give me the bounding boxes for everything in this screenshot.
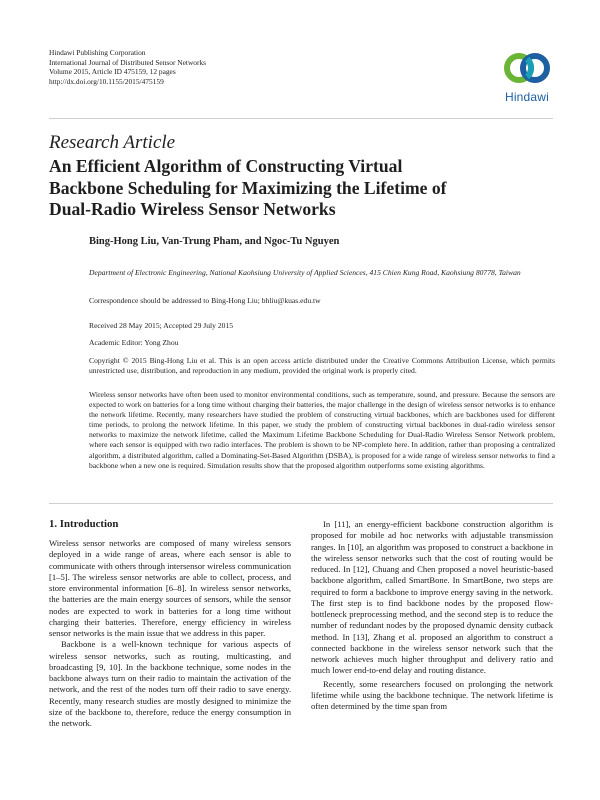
received-accepted-dates: Received 28 May 2015; Accepted 29 July 2015 bbox=[89, 321, 234, 330]
hindawi-logo-text: Hindawi bbox=[504, 90, 550, 104]
paragraph: Backbone is a well-known technique for various aspects of wireless sensor networks, such as routing, multicasting, and broadcasting [9, 10]. In the backbone technique, some nodes in the backbone always turn on their radio to maintain the activation of the network, and the rest of the nodes turn off their radio to save energy. Recently, many research studies are mostly designed to minimize the size of the backbone to, therefore, reduce the energy consumption in the network. bbox=[49, 639, 291, 728]
correspondence-note: Correspondence should be addressed to Bing-Hong Liu; bhliu@kuas.edu.tw bbox=[89, 296, 321, 305]
article-title: An Efficient Algorithm of Constructing Virtual Backbone Scheduling for Maximizing the Lifetime of Dual-Radio Wireless Sensor Networks bbox=[49, 156, 447, 219]
volume-info: Volume 2015, Article ID 475159, 12 pages bbox=[49, 67, 176, 77]
paragraph: Wireless sensor networks are composed of many wireless sensors deployed in a wide range of areas, where each sensor is able to communicate with others through intersensor wireless communication [1–5]. The wireless sensor networks are able to collect, process, and store environmental information [6–8]. In wireless sensor networks, the batteries are the main energy sources of sensors, while the sensor nodes are expected to work in batteries for a long time without charging their batteries. Therefore, energy efficiency in wireless sensor networks is the main issue that we address in this paper. bbox=[49, 538, 291, 638]
body-column-left bbox=[49, 538, 291, 729]
author-affiliation: Department of Electronic Engineering, National Kaohsiung University of Applied Sciences, 415 Chien Kung Road, Kaohsiung 80778, Taiwan bbox=[89, 268, 521, 277]
copyright-notice: Copyright © 2015 Bing-Hong Liu et al. This is an open access article distributed under the Creative Commons Attribution License, which permits unrestricted use, distribution, and reproduction in any medium, provided the original work is properly cited. bbox=[89, 356, 555, 376]
author-list: Bing-Hong Liu, Van-Trung Pham, and Ngoc-Tu Nguyen bbox=[89, 236, 340, 247]
journal-header bbox=[49, 48, 206, 86]
journal-name: International Journal of Distributed Sensor Networks bbox=[49, 57, 207, 67]
header-divider bbox=[49, 118, 553, 119]
paragraph: In [11], an energy-efficient backbone construction algorithm is proposed for mobile ad hoc networks with adjustable transmission ranges. In [10], an algorithm was proposed to construct a backbone in the wireless sensor networks such that the cost of routing would be reduced. In [12], Chuang and Chen proposed a novel heuristic-based backbone algorithm, called SmartBone. In SmartBone, two steps are required to form a backbone to improve energy saving in the network. The first step is to find backbone nodes by the proposed flow-bottleneck preprocessing method, and the second step is to reduce the number of redundant nodes by the proposed dynamic density cutback method. In [13], Zhang et al. proposed an algorithm to construct a connected backbone in the wireless sensor network such that the network achieves much higher throughput and delivery ratio and much lower end-to-end delay and routing distance. bbox=[311, 519, 553, 676]
academic-editor: Academic Editor: Yong Zhou bbox=[89, 338, 179, 347]
doi-link[interactable]: http://dx.doi.org/10.1155/2015/475159 bbox=[49, 76, 164, 86]
article-type: Research Article bbox=[49, 132, 176, 153]
paragraph: Recently, some researchers focused on prolonging the network lifetime while using the backbone technique. The network lifetime is often determined by the time span from bbox=[311, 678, 553, 711]
abstract-divider bbox=[49, 503, 553, 504]
abstract: Wireless sensor networks have often been used to monitor environmental conditions, such as temperature, sound, and pressure. Because the sensors are expected to work on batteries for a long time without charging their batteries, the major challenge in the design of wireless sensor networks is to enhance the network lifetime. Recently, many researchers have studied the problem of constructing virtual backbones, which are backbones used for different time periods, to prolong the network lifetime. In this paper, we study the problem of constructing virtual backbones in dual-radio wireless sensor networks to maximize the network lifetime, called the Maximum Lifetime Backbone Scheduling for Dual-Radio Wireless Sensor Network problem, where each sensor is equipped with two radio interfaces. The problem is shown to be NP-complete here. In addition, rather than proposing a centralized algorithm, a distributed algorithm, called a Dominating-Set-Based Algorithm (DSBA), is proposed for a wide range of wireless sensor networks to find a backbone when a new one is required. Simulation results show that the proposed algorithm outperforms some existing algorithms. bbox=[89, 390, 555, 470]
body-column-right bbox=[311, 519, 553, 712]
section-heading-introduction: 1. Introduction bbox=[49, 518, 119, 530]
publisher-name: Hindawi Publishing Corporation bbox=[49, 48, 146, 57]
